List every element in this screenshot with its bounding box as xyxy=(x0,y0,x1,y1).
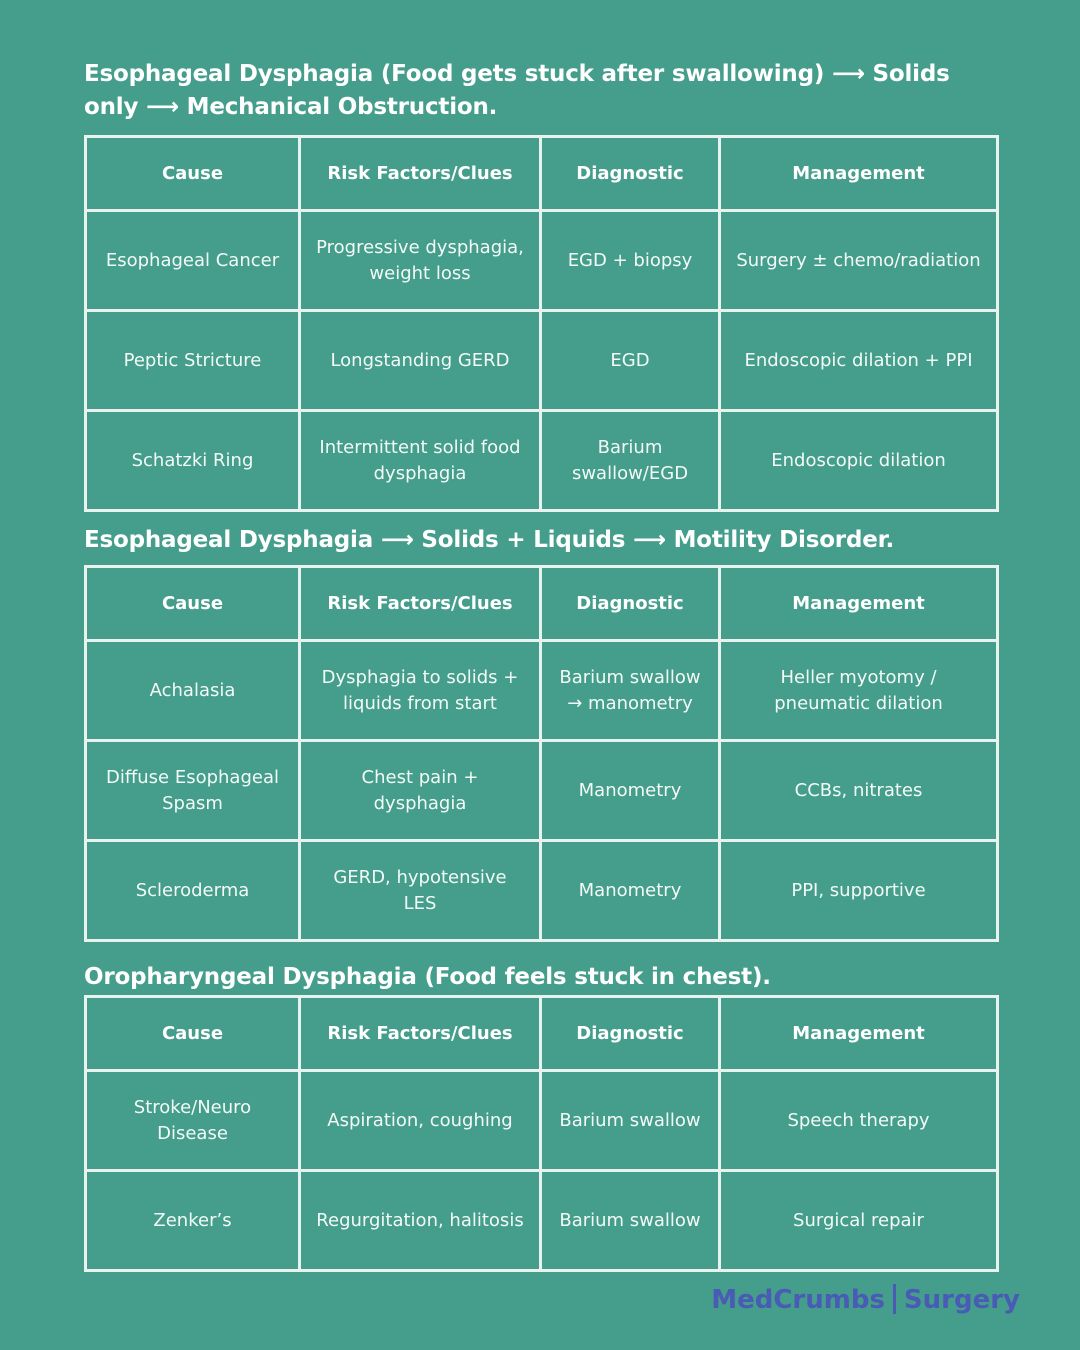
header-cause: Cause xyxy=(86,567,300,641)
header-management: Management xyxy=(720,997,998,1071)
cell-management: Surgical repair xyxy=(720,1171,998,1271)
header-risk-factors: Risk Factors/Clues xyxy=(300,567,541,641)
header-diagnostic: Diagnostic xyxy=(541,137,720,211)
cell-cause: Zenker’s xyxy=(86,1171,300,1271)
cell-cause: Schatzki Ring xyxy=(86,411,300,511)
oropharyngeal-dysphagia-table xyxy=(84,995,999,1272)
cell-cause: Esophageal Cancer xyxy=(86,211,300,311)
cell-cause: Diffuse Esophageal Spasm xyxy=(86,741,300,841)
header-diagnostic: Diagnostic xyxy=(541,567,720,641)
table-header-row xyxy=(86,567,998,641)
cell-diagnostic: Barium swallow/EGD xyxy=(541,411,720,511)
table-row xyxy=(86,1171,998,1271)
brand-section: Surgery xyxy=(903,1285,1020,1315)
table-row xyxy=(86,1071,998,1171)
cell-risk: Progressive dysphagia, weight loss xyxy=(300,211,541,311)
cell-management: CCBs, nitrates xyxy=(720,741,998,841)
cell-management: Surgery ± chemo/radiation xyxy=(720,211,998,311)
table-row xyxy=(86,411,998,511)
cell-diagnostic: EGD xyxy=(541,311,720,411)
table-row xyxy=(86,641,998,741)
cell-cause: Stroke/Neuro Disease xyxy=(86,1071,300,1171)
header-risk-factors: Risk Factors/Clues xyxy=(300,137,541,211)
cell-diagnostic: Barium swallow xyxy=(541,1171,720,1271)
cell-management: Heller myotomy / pneumatic dilation xyxy=(720,641,998,741)
section-title-oropharyngeal: Oropharyngeal Dysphagia (Food feels stuck in chest). xyxy=(84,964,771,990)
table-row xyxy=(86,741,998,841)
table-row xyxy=(86,311,998,411)
cell-risk: Longstanding GERD xyxy=(300,311,541,411)
cell-management: PPI, supportive xyxy=(720,841,998,941)
table-header-row xyxy=(86,137,998,211)
cell-diagnostic: EGD + biopsy xyxy=(541,211,720,311)
cell-cause: Scleroderma xyxy=(86,841,300,941)
cell-risk: Aspiration, coughing xyxy=(300,1071,541,1171)
cell-management: Endoscopic dilation + PPI xyxy=(720,311,998,411)
cell-risk: Dysphagia to solids + liquids from start xyxy=(300,641,541,741)
header-management: Management xyxy=(720,137,998,211)
table-row xyxy=(86,211,998,311)
header-cause: Cause xyxy=(86,137,300,211)
cell-diagnostic: Barium swallow → manometry xyxy=(541,641,720,741)
section-title-motility: Esophageal Dysphagia ⟶ Solids + Liquids ⟶ Motility Disorder. xyxy=(84,527,895,553)
cell-diagnostic: Manometry xyxy=(541,741,720,841)
cell-management: Speech therapy xyxy=(720,1071,998,1171)
cell-risk: GERD, hypotensive LES xyxy=(300,841,541,941)
brand-name: MedCrumbs xyxy=(711,1285,885,1315)
header-cause: Cause xyxy=(86,997,300,1071)
section-title-mechanical: Esophageal Dysphagia (Food gets stuck after swallowing) ⟶ Solids only ⟶ Mechanical Obstruction. xyxy=(84,61,950,120)
mechanical-obstruction-table xyxy=(84,135,999,512)
header-diagnostic: Diagnostic xyxy=(541,997,720,1071)
cell-risk: Intermittent solid food dysphagia xyxy=(300,411,541,511)
cell-risk: Chest pain + dysphagia xyxy=(300,741,541,841)
table-header-row xyxy=(86,997,998,1071)
cell-diagnostic: Manometry xyxy=(541,841,720,941)
cell-cause: Peptic Stricture xyxy=(86,311,300,411)
motility-disorder-table xyxy=(84,565,999,942)
brand-logo xyxy=(711,1280,1020,1320)
cell-risk: Regurgitation, halitosis xyxy=(300,1171,541,1271)
brand-divider xyxy=(893,1284,896,1314)
cell-cause: Achalasia xyxy=(86,641,300,741)
header-risk-factors: Risk Factors/Clues xyxy=(300,997,541,1071)
cell-diagnostic: Barium swallow xyxy=(541,1071,720,1171)
table-row xyxy=(86,841,998,941)
header-management: Management xyxy=(720,567,998,641)
cell-management: Endoscopic dilation xyxy=(720,411,998,511)
